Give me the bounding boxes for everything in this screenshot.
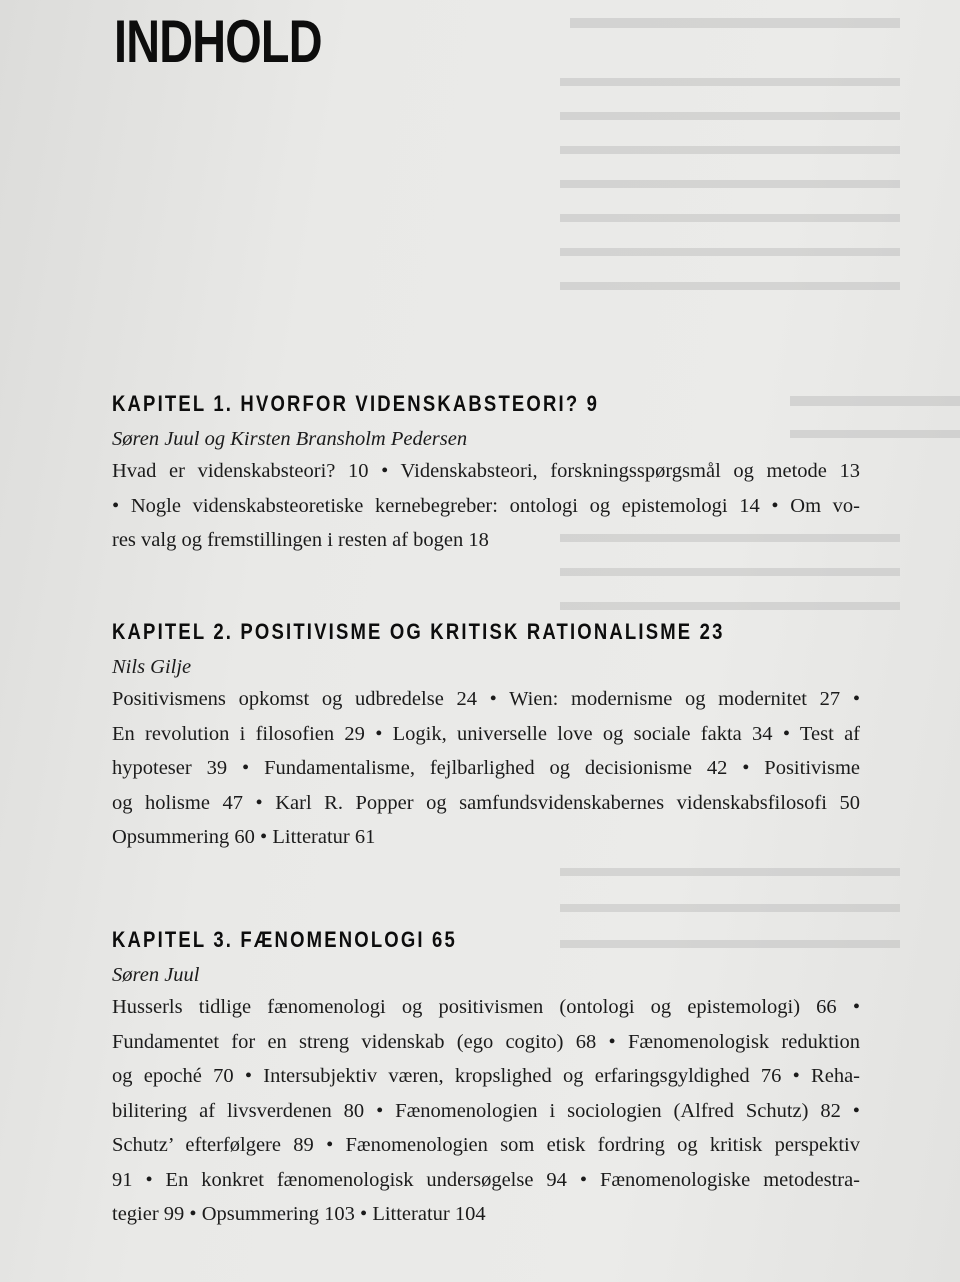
chapter-3: [112, 926, 860, 1232]
toc-line: og holisme 47 • Karl R. Popper og samfundsvidenskabernes videnskabsfilosofi 50: [112, 791, 860, 814]
toc-line: Schutz’ efterfølgere 89 • Fænomenologien som etisk fordring og kritisk perspektiv: [112, 1134, 860, 1156]
toc-line: Positivismens opkomst og udbredelse 24 • Wien: modernisme og modernitet 27 •: [112, 688, 860, 710]
toc-line: 91 • En konkret fænomenologisk undersøgelse 94 • Fænomenologiske metodestra-: [112, 1168, 860, 1191]
page-title: INDHOLD: [114, 8, 322, 75]
chapter-author: Nils Gilje: [112, 656, 192, 678]
chapter-1: [112, 390, 860, 558]
chapter-heading: KAPITEL 1. HVORFOR VIDENSKABSTEORI? 9: [112, 391, 600, 416]
toc-line: tegier 99 • Opsummering 103 • Litteratur 104: [112, 1203, 486, 1225]
chapter-heading: KAPITEL 2. POSITIVISME OG KRITISK RATIONALISME 23: [112, 619, 725, 644]
chapter-heading: KAPITEL 3. FÆNOMENOLOGI 65: [112, 927, 457, 952]
toc-line: hypoteser 39 • Fundamentalisme, fejlbarlighed og decisionisme 42 • Positivisme: [112, 757, 860, 779]
toc-line: • Nogle videnskabsteoretiske kernebegreber: ontologi og epistemologi 14 • Om vo-: [112, 494, 860, 517]
toc-line: En revolution i filosofien 29 • Logik, universelle love og sociale fakta 34 • Test af: [112, 722, 860, 745]
toc-line: Husserls tidlige fænomenologi og positivismen (ontologi og epistemologi) 66 •: [112, 996, 860, 1018]
toc-line: Hvad er videnskabsteori? 10 • Videnskabsteori, forskningsspørgsmål og metode 13: [112, 460, 860, 482]
toc-line: res valg og fremstillingen i resten af bogen 18: [112, 529, 489, 551]
toc-line: og epoché 70 • Intersubjektiv væren, kropslighed og erfaringsgyldighed 76 • Reha-: [112, 1065, 860, 1087]
chapter-2: [112, 618, 860, 855]
toc-line: Opsummering 60 • Litteratur 61: [112, 826, 376, 848]
toc-line: Fundamentet for en streng videnskab (ego cogito) 68 • Fænomenologisk reduktion: [112, 1030, 860, 1053]
chapter-author: Søren Juul: [112, 964, 200, 986]
chapter-author: Søren Juul og Kirsten Bransholm Pedersen: [112, 428, 468, 450]
toc-line: bilitering af livsverdenen 80 • Fænomenologien i sociologien (Alfred Schutz) 82 •: [112, 1099, 860, 1122]
